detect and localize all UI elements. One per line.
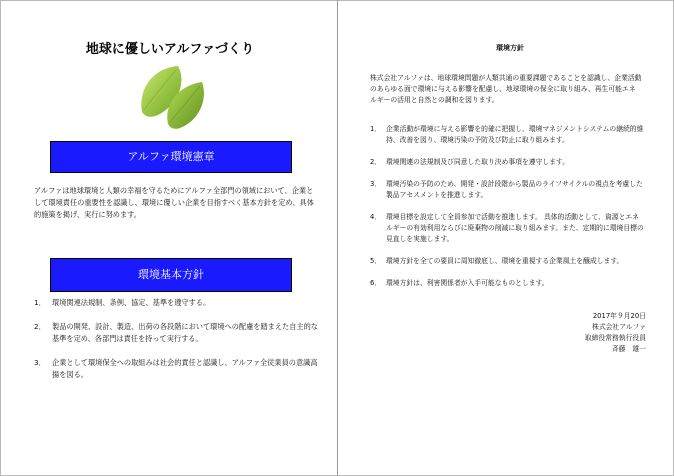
charter-banner: アルファ環境憲章	[50, 141, 292, 173]
list-item	[370, 256, 645, 267]
list-item-text: 企業活動が環境に与える影響を的確に把握し、環境マネジメントシステムの継続的維持、改善を図り、環境汚染の予防及び防止に取り組みます。	[386, 125, 644, 144]
list-item-number: 2．	[370, 158, 382, 166]
environmental-policy-list	[370, 124, 645, 300]
list-item-number: 1．	[34, 298, 46, 307]
list-item	[370, 278, 645, 289]
list-item-number: 5．	[370, 257, 382, 265]
list-item-text: 環境関連の法規制及び同意した取り決め事項を遵守します。	[386, 158, 569, 166]
signer-name: 斉藤 雄一	[612, 345, 646, 353]
policy-banner: 環境基本方針	[50, 258, 292, 292]
company-name: 株式会社アルファ	[592, 323, 646, 331]
list-item-text: 環境関連法規制、条例、協定、基準を遵守する。	[52, 298, 211, 307]
list-item	[34, 297, 324, 309]
list-item	[370, 124, 645, 146]
list-item	[34, 321, 324, 345]
list-item-number: 3．	[34, 358, 46, 367]
signer-position: 取締役常務執行役員	[584, 334, 646, 342]
list-item-number: 3．	[370, 180, 382, 188]
policy-date: 2017年９月20日	[592, 312, 646, 320]
list-item	[370, 179, 645, 201]
list-item-text: 企業として環境保全への取組みは社会的責任と認識し、アルファ全従業員の意識高揚を図る。	[52, 358, 318, 379]
list-item-number: 1．	[370, 125, 382, 133]
list-item-text: 環境方針は、利害関係者が入手可能なものとします。	[386, 279, 549, 287]
list-item-number: 4．	[370, 213, 382, 221]
list-item	[370, 212, 645, 245]
charter-text: アルファは地球環境と人類の幸福を守るためにアルファ全部門の領域において、企業として環境責任の重要性を認識し、環境に優しい企業を目指すべく基本方針を定め、具体的施策を掲げ、実行に努めます。	[34, 186, 314, 219]
green-leaves-image	[134, 62, 208, 134]
list-item	[370, 157, 645, 168]
list-item-text: 製品の開発、設計、製造、出荷の各段階において環境への配慮を踏まえた自主的な基準を定め、各部門は責任を持って実行する。	[52, 322, 318, 343]
list-item-number: 6．	[370, 279, 382, 287]
page-divider	[337, 0, 338, 476]
environmental-policy-title: 環境方針	[496, 44, 524, 52]
page-title: 地球に優しいアルファづくり	[85, 42, 255, 57]
list-item-text: 環境汚染の予防のため、開発・設計段階から製品のライフサイクルの視点を考慮した製品アセスメントを推進します。	[386, 180, 643, 199]
signature-block	[585, 311, 646, 355]
basic-policy-list	[34, 297, 324, 393]
policy-intro: 株式会社アルファは、地球環境問題が人類共通の重要課題であることを認識し、企業活動のあらゆる面で環境に与える影響を配慮し、地球環境の保全に取り組み、再生可能エネルギーの活用と自然との調和を図ります。	[370, 74, 642, 104]
list-item-text: 環境方針を全ての要員に周知徹底し、環境を重視する企業風土を醸成します。	[386, 257, 624, 265]
list-item	[34, 357, 324, 381]
list-item-number: 2．	[34, 322, 46, 331]
list-item-text: 環境目標を設定して全員参加で活動を推進します。 具体的活動として、資源とエネルギーの有効利用ならびに廃棄物の削減に取り組みます。また、定期的に環境目標の見直しを実施します。	[386, 213, 644, 243]
